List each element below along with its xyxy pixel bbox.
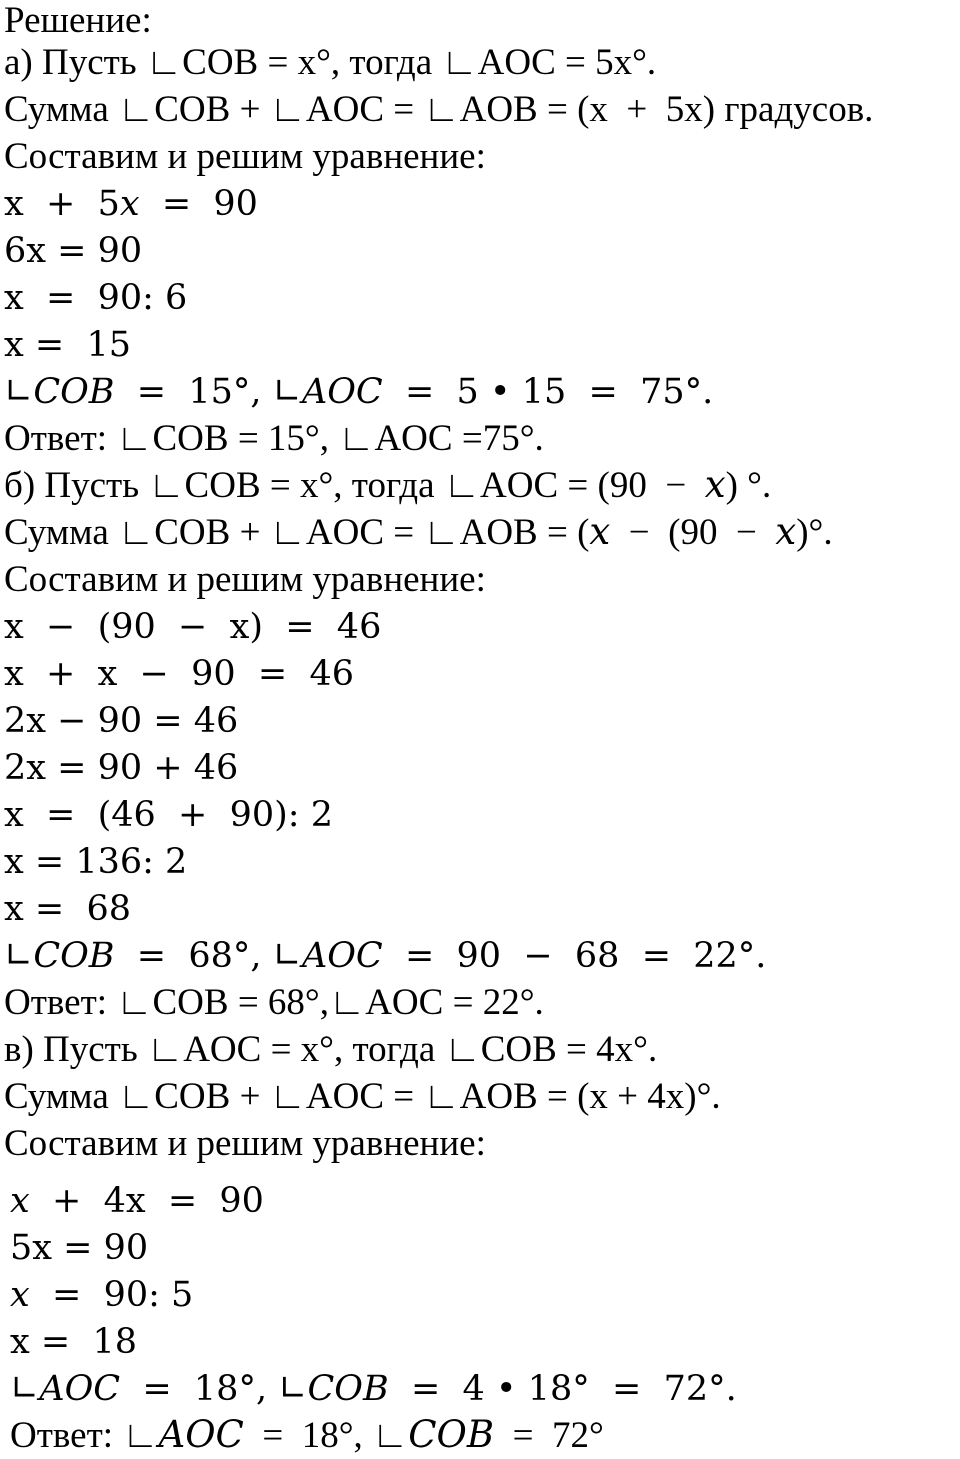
part-a-result: ∟𝐶𝑂𝐵 = 15°, ∟𝐴𝑂𝐶 = 5 • 15 = 75°. [4,372,714,412]
part-c-answer: Ответ: ∟𝐴𝑂𝐶 = 18°, ∟𝐶𝑂𝐵 = 72° [10,1415,604,1456]
part-c-equation-intro: Составим и решим уравнение: [4,1123,486,1164]
part-c-statement: в) Пусть ∟AOC = x°, тогда ∟COB = 4x°. [4,1029,658,1070]
part-c-step-1: 𝑥 + 4x = 90 [10,1181,264,1221]
solution-heading: Решение: [4,0,152,41]
part-b-step-6: x = 136: 2 [4,842,188,882]
part-c-result: ∟𝐴𝑂𝐶 = 18°, ∟𝐶𝑂𝐵 = 4 • 18° = 72°. [10,1369,737,1409]
part-b-result: ∟𝐶𝑂𝐵 = 68°, ∟𝐴𝑂𝐶 = 90 − 68 = 22°. [4,936,767,976]
part-c-sum: Сумма ∟COB + ∟AOC = ∟AOB = (x + 4x)°. [4,1076,721,1117]
part-c-step-4: x = 18 [10,1322,137,1362]
part-b-step-4: 2x = 90 + 46 [4,748,239,788]
part-b-sum: Сумма ∟COB + ∟AOC = ∟AOB = (𝑥 − (90 − 𝑥)°. [4,512,833,553]
part-a-step-3: x = 90: 6 [4,278,188,318]
part-a-statement: а) Пусть ∟COB = x°, тогда ∟AOC = 5x°. [4,42,657,83]
part-b-step-3: 2x − 90 = 46 [4,701,239,741]
part-b-step-5: x = (46 + 90): 2 [4,795,333,835]
part-a-sum: Сумма ∟COB + ∟AOC = ∟AOB = (x + 5x) градусов. [4,89,874,130]
part-a-step-4: x = 15 [4,325,131,365]
part-b-step-1: x − (90 − x) = 46 [4,607,382,647]
part-b-answer: Ответ: ∟COB = 68°,∟AOC = 22°. [4,982,544,1023]
part-c-step-2: 5x = 90 [10,1228,149,1268]
part-a-step-2: 6x = 90 [4,231,143,271]
part-c-step-3: 𝑥 = 90: 5 [10,1275,194,1315]
part-b-step-2: x + x − 90 = 46 [4,654,355,694]
part-a-answer: Ответ: ∟COB = 15°, ∟AOC =75°. [4,418,544,459]
part-a-step-1: x + 5𝑥 = 90 [4,184,258,224]
part-b-statement: б) Пусть ∟COB = x°, тогда ∟AOC = (90 − 𝑥) °. [4,465,772,506]
part-b-equation-intro: Составим и решим уравнение: [4,559,486,600]
part-b-step-7: x = 68 [4,889,131,929]
part-a-equation-intro: Составим и решим уравнение: [4,136,486,177]
